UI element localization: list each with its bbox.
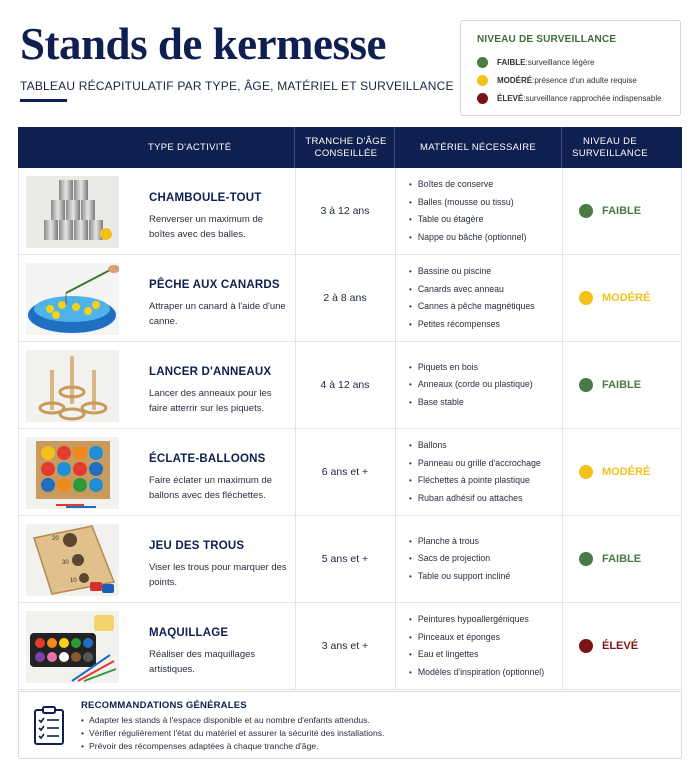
material-item: • Bassine ou piscine	[409, 263, 535, 281]
activities-table	[18, 168, 682, 690]
surveillance-level: ÉLEVÉ	[579, 603, 638, 689]
column-divider	[562, 429, 563, 515]
material-list	[409, 429, 541, 515]
age-range: 6 ans et +	[321, 466, 369, 478]
title-underline	[20, 99, 67, 102]
material-item: • Ruban adhésif ou attaches	[409, 490, 541, 508]
face-paint-palette-image	[26, 611, 119, 683]
recommendation-item: • Adapter les stands à l'espace disponible et au nombre d'enfants attendus.	[81, 714, 384, 727]
material-list	[409, 342, 533, 428]
surveillance-level: FAIBLE	[579, 168, 641, 254]
clipboard-checklist-icon	[33, 706, 65, 746]
column-divider	[395, 429, 396, 515]
age-range: 2 à 8 ans	[323, 292, 367, 304]
column-divider	[395, 342, 396, 428]
column-divider	[562, 603, 563, 689]
age-range: 3 ans et +	[321, 640, 369, 652]
material-item: • Panneau ou grille d'accrochage	[409, 455, 541, 473]
age-range: 3 à 12 ans	[320, 205, 370, 217]
activity-name: ÉCLATE-BALLOONS	[149, 453, 266, 465]
column-divider	[562, 516, 563, 602]
green-dot-icon	[477, 57, 488, 68]
header-divider	[294, 127, 295, 168]
material-item: • Planche à trous	[409, 533, 510, 551]
balloon-board-image	[26, 437, 119, 509]
column-header-activity: TYPE D'ACTIVITÉ	[148, 142, 232, 153]
table-row	[18, 603, 682, 690]
material-item: • Canards avec anneau	[409, 281, 535, 299]
surveillance-level: FAIBLE	[579, 516, 641, 602]
material-item: • Table ou étagère	[409, 211, 526, 229]
age-range: 4 à 12 ans	[320, 379, 370, 391]
header-divider	[561, 127, 562, 168]
header-divider	[394, 127, 395, 168]
activity-name: MAQUILLAGE	[149, 627, 229, 639]
legend-item-eleve: ÉLEVÉ : surveillance rapprochée indispensable	[477, 93, 662, 104]
table-header	[18, 127, 682, 168]
board-score-label: 10	[70, 578, 77, 584]
activity-name: PÊCHE AUX CANARDS	[149, 279, 280, 291]
activity-description: Réaliser des maquillages artistiques.	[149, 649, 256, 675]
green-dot-icon	[579, 204, 593, 218]
column-divider	[395, 168, 396, 254]
material-item: • Nappe ou bâche (optionnel)	[409, 229, 526, 247]
table-row	[18, 342, 682, 429]
material-item: • Modèles d'inspiration (optionnel)	[409, 664, 544, 682]
table-row	[18, 429, 682, 516]
column-divider	[395, 516, 396, 602]
table-row	[18, 168, 682, 255]
material-list	[409, 516, 510, 602]
material-item: • Petites récompenses	[409, 316, 535, 334]
surveillance-level: MODÉRÉ	[579, 429, 650, 515]
cornhole-board-image	[26, 524, 119, 596]
material-item: • Boîtes de conserve	[409, 176, 526, 194]
surveillance-level: FAIBLE	[579, 342, 641, 428]
activity-name: JEU DES TROUS	[149, 540, 245, 552]
cans-pyramid-image	[26, 176, 119, 248]
ring-toss-image	[26, 350, 119, 422]
yellow-dot-icon	[477, 75, 488, 86]
material-item: • Table ou support incliné	[409, 568, 510, 586]
column-divider	[562, 342, 563, 428]
legend-item-faible: FAIBLE : surveillance légère	[477, 57, 594, 68]
yellow-dot-icon	[579, 465, 593, 479]
material-list	[409, 603, 544, 689]
material-list	[409, 168, 526, 254]
surveillance-level: MODÉRÉ	[579, 255, 650, 341]
material-item: • Cannes à pêche magnétiques	[409, 298, 535, 316]
activity-description: Renverser un maximum de boîtes avec des balles.	[149, 214, 264, 240]
material-item: • Sacs de projection	[409, 550, 510, 568]
column-header-age: TRANCHE D'ÂGE CONSEILLÉE	[305, 135, 387, 159]
red-dot-icon	[477, 93, 488, 104]
recommendations-title: RECOMMANDATIONS GÉNÉRALES	[81, 700, 247, 711]
table-row	[18, 255, 682, 342]
column-divider	[395, 603, 396, 689]
green-dot-icon	[579, 552, 593, 566]
yellow-dot-icon	[579, 291, 593, 305]
page-subtitle: TABLEAU RÉCAPITULATIF PAR TYPE, ÂGE, MATÉRIEL ET SURVEILLANCE	[20, 79, 454, 93]
legend-title: NIVEAU DE SURVEILLANCE	[477, 34, 617, 45]
green-dot-icon	[579, 378, 593, 392]
material-item: • Piquets en bois	[409, 359, 533, 377]
material-item: • Base stable	[409, 394, 533, 412]
activity-name: CHAMBOULE-TOUT	[149, 192, 262, 204]
surveillance-legend	[460, 20, 681, 116]
activity-description: Attraper un canard à l'aide d'une canne.	[149, 301, 286, 327]
recommendations-list	[81, 714, 384, 753]
board-score-label: 20	[52, 536, 59, 542]
material-item: • Balles (mousse ou tissu)	[409, 194, 526, 212]
duck-pool-image	[26, 263, 119, 335]
column-divider	[395, 255, 396, 341]
material-item: • Fléchettes à pointe plastique	[409, 472, 541, 490]
recommendations-box	[18, 691, 682, 759]
activity-description: Faire éclater un maximum de ballons avec des fléchettes.	[149, 475, 273, 501]
column-divider	[562, 168, 563, 254]
legend-item-modere: MODÉRÉ : présence d'un adulte requise	[477, 75, 637, 86]
board-score-label: 30	[62, 560, 69, 566]
column-header-level: NIVEAU DE SURVEILLANCE	[572, 135, 648, 159]
recommendation-item: • Prévoir des récompenses adaptées à chaque tranche d'âge.	[81, 740, 384, 753]
recommendation-item: • Vérifier régulièrement l'état du matériel et assurer la sécurité des installations.	[81, 727, 384, 740]
age-range: 5 ans et +	[321, 553, 369, 565]
activity-description: Lancer des anneaux pour les faire atterrir sur les piquets.	[149, 388, 272, 414]
column-header-material: MATÉRIEL NÉCESSAIRE	[419, 141, 537, 153]
material-item: • Peintures hypoallergéniques	[409, 611, 544, 629]
activity-description: Viser les trous pour marquer des points.	[149, 562, 287, 588]
column-divider	[562, 255, 563, 341]
material-list	[409, 255, 535, 341]
material-item: • Pinceaux et éponges	[409, 629, 544, 647]
page-title: Stands de kermesse	[20, 19, 387, 69]
table-row	[18, 516, 682, 603]
red-dot-icon	[579, 639, 593, 653]
material-item: • Anneaux (corde ou plastique)	[409, 376, 533, 394]
activity-name: LANCER D'ANNEAUX	[149, 366, 272, 378]
material-item: • Ballons	[409, 437, 541, 455]
material-item: • Eau et lingettes	[409, 646, 544, 664]
